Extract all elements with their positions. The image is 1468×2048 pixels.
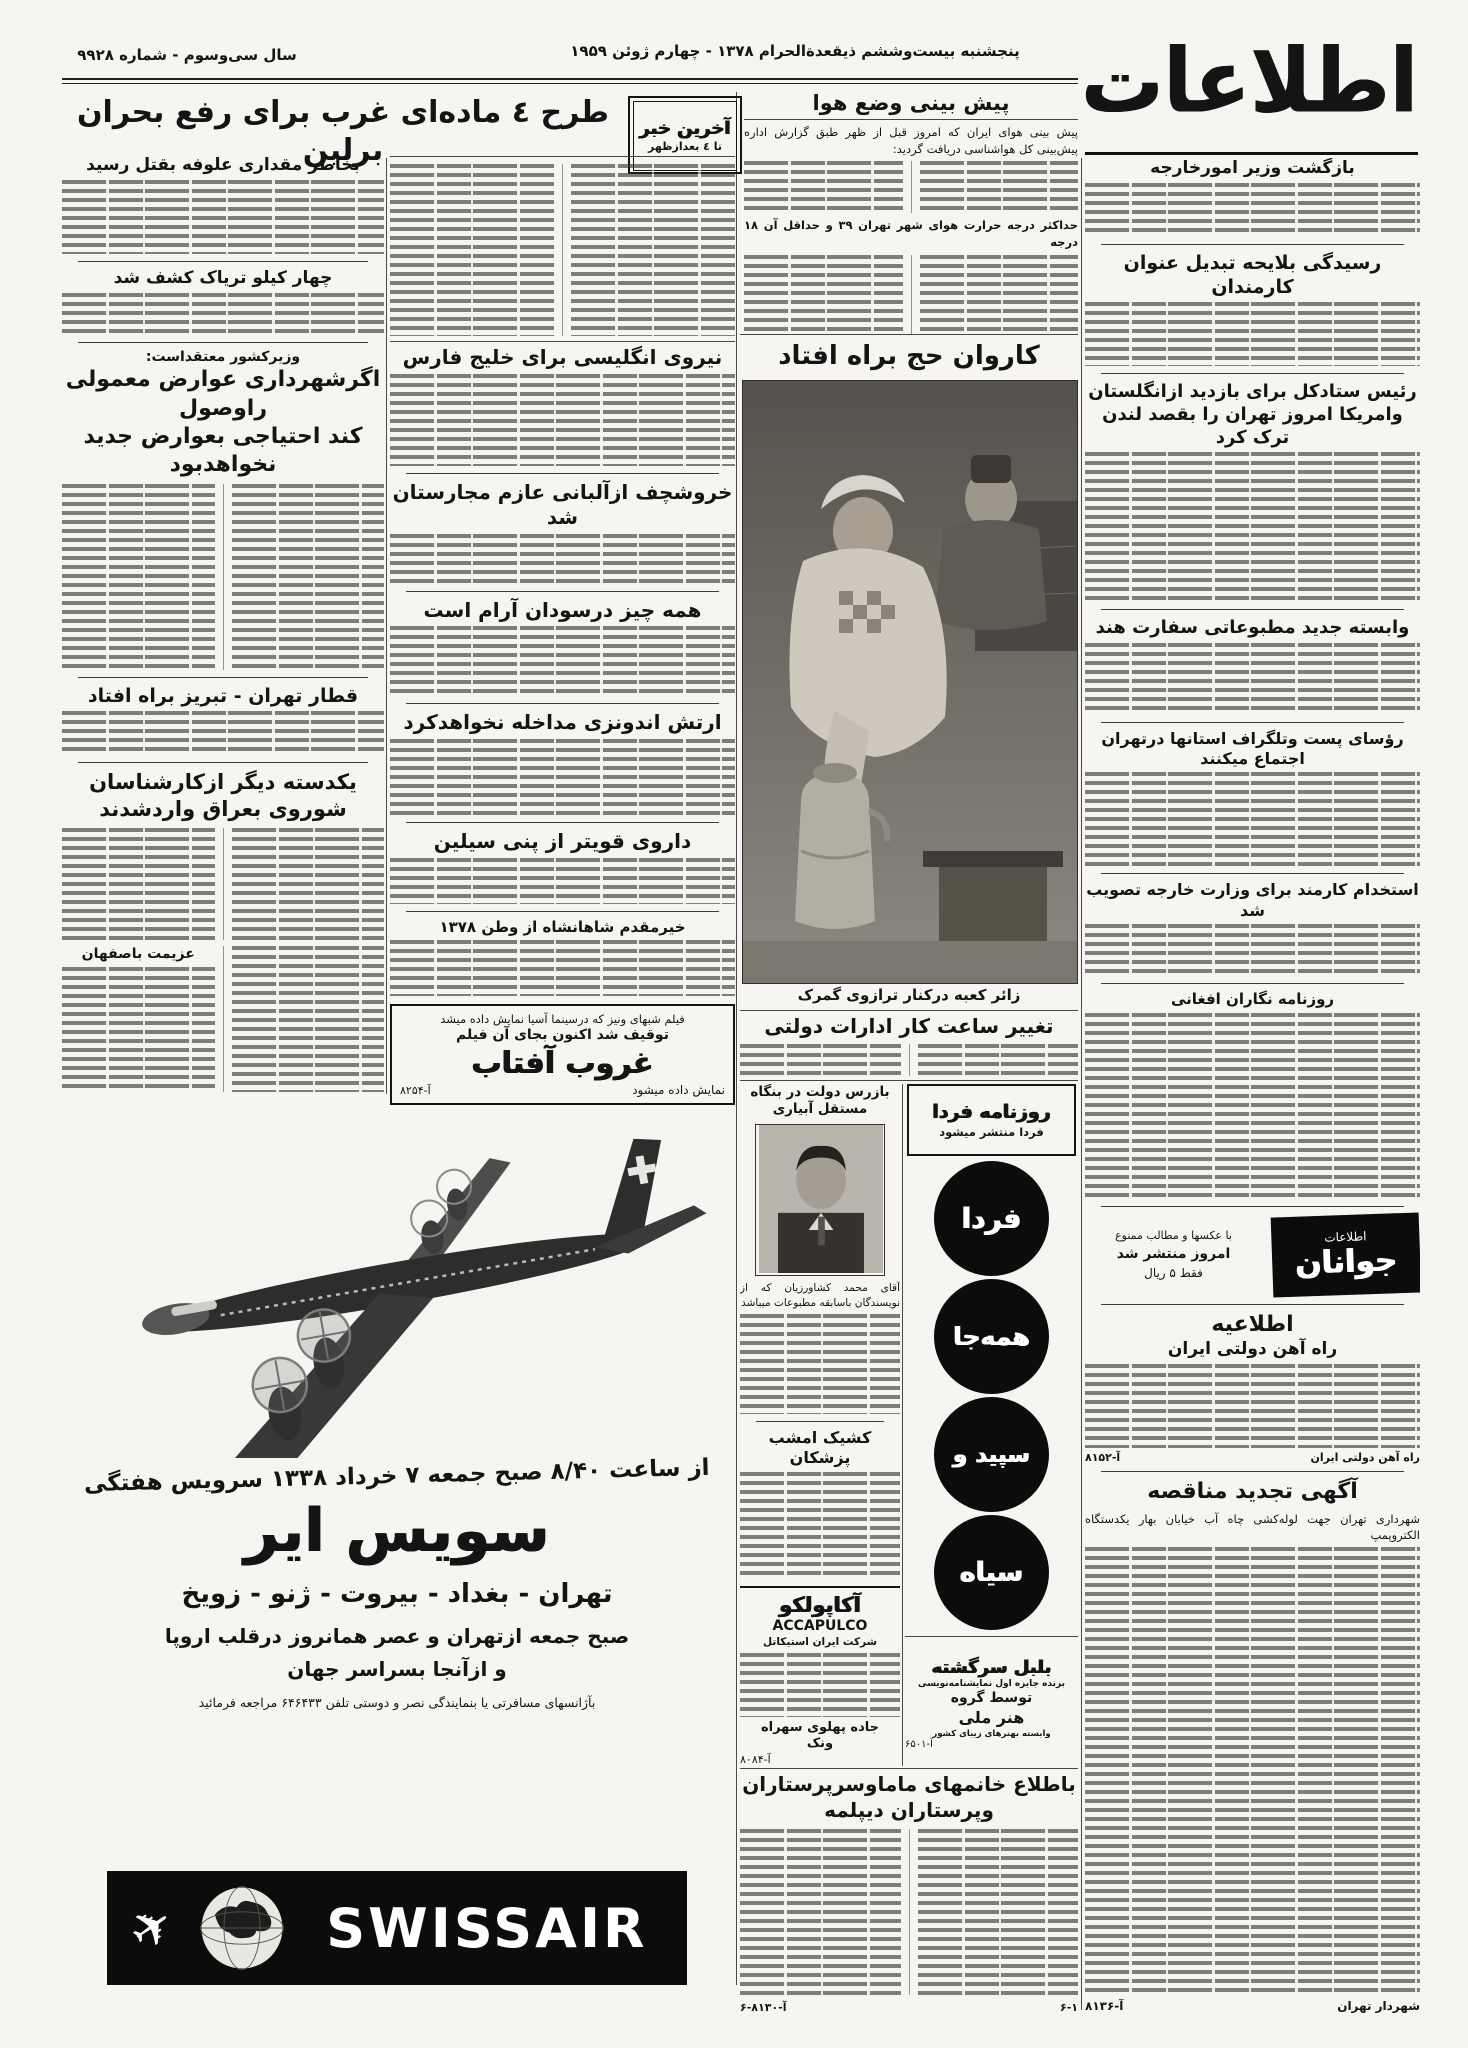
- article-divider: [406, 591, 719, 592]
- bolbol-ad-code: آ-۶۵۰۱: [905, 1739, 933, 1751]
- article-body-text: [232, 828, 385, 940]
- article-body-text: [740, 1314, 900, 1414]
- berlin-article-body: [390, 164, 735, 336]
- isfahan-subcolumn: [62, 946, 215, 1092]
- swissair-route-line: تهران - بغداد - بیروت - ژنو - زویخ: [181, 1579, 613, 1610]
- swissair-ad: [62, 1098, 732, 1985]
- midwives-headline-1: باطلاع خانمهای ماماوسرپرستاران: [742, 1772, 1076, 1796]
- film-ad-line-1: فیلم شبهای ونیز که درسینما آسیا نمایش داده میشد: [440, 1011, 685, 1026]
- office-hours-body: [740, 1044, 1078, 1076]
- municipal-tolls-headline-2: کند احتیاجی بعوارض جدید نخواهدبود: [83, 423, 363, 477]
- bolbol-group-name: هنر ملی: [958, 1708, 1025, 1728]
- acapulco-address-2: ونک: [806, 1736, 834, 1752]
- weather-headline: پیش بینی وضع هوا: [744, 90, 1078, 120]
- tender-footer: [1085, 1999, 1420, 2013]
- javanan-side-line-1: با عکسها و مطالب ممنوع: [1115, 1229, 1232, 1243]
- column-bottom-row: [62, 946, 384, 1092]
- article-body-text: [1085, 183, 1420, 237]
- javanan-promo-row: [1085, 1213, 1420, 1297]
- municipal-tolls-headline-1: اگرشهرداری عوارض معمولی راوصول: [65, 367, 381, 421]
- latest-news-title: آخرین خبر: [639, 118, 731, 140]
- doctors-on-call-headline: کشیک امشب پزشکان: [768, 1427, 872, 1468]
- chief-of-staff-headline: رئیس ستادکل برای بازدید ازانگلستان وامریکا امروز تهران را بقصد لندن ترک کرد: [1088, 381, 1417, 449]
- swissair-slogan-line-1: صبح جمعه ازتهران و عصر همانروز درقلب اروپا: [164, 1623, 630, 1648]
- bolbol-prize-line: برنده جایزه اول نمایشنامه‌نویسی: [918, 1678, 1065, 1689]
- article-body-text: [62, 828, 215, 940]
- hajj-pilgrim-photo: [742, 380, 1078, 984]
- section-rule: [740, 334, 1078, 335]
- keshavarzian-lead: آقای محمد کشاورزیان که از نویسندگان باسابقه مطبوعات میباشد: [740, 1281, 900, 1309]
- article-body-text: [232, 946, 385, 1092]
- soviet-experts-headline-1: یکدسته دیگر ازکارشناسان: [89, 770, 357, 795]
- swissair-agency-line: بآژانسهای مسافرتی یا بنمایندگی نصر و دوستی تلفن ۶۴۶۴۳۳ مراجعه فرمائید: [198, 1694, 596, 1710]
- latest-news-box: [628, 96, 742, 174]
- keshavarzian-portrait-photo: [755, 1124, 885, 1276]
- article-body-text: [390, 164, 554, 336]
- bolbol-affiliation-line: وابسته بهنرهای زیبای کشور: [932, 1728, 1051, 1739]
- javanan-brand-small: اطلاعات: [1324, 1228, 1367, 1245]
- acapulco-latin-title: ACCAPULCO: [772, 1618, 868, 1635]
- swissair-slogan-line-2: و ازآنجا بسراسر جهان: [287, 1657, 507, 1682]
- swissair-airplane-illustration: [77, 1098, 717, 1458]
- article-divider: [756, 1421, 884, 1422]
- article-body-text: [920, 161, 1079, 213]
- photo-illustration: [743, 381, 1077, 983]
- train-headline: قطار تهران - تبریز براه افتاد: [87, 684, 359, 707]
- inspector-headline-1: بازرس دولت در بنگاه: [750, 1084, 890, 1100]
- weather-body: [744, 161, 1078, 213]
- railway-notice-code: آ-۸۱۵۲: [1085, 1451, 1121, 1465]
- foreign-ministry-hiring-headline: استخدام کارمند برای وزارت خارجه تصویب شد: [1086, 880, 1419, 920]
- film-title: غروب آفتاب: [471, 1045, 654, 1081]
- tomorrow-box-title: روزنامه فردا: [932, 1101, 1051, 1124]
- office-hours-headline: تغییر ساعت کار ادارات دولتی: [764, 1014, 1054, 1038]
- bolbol-group-line: توسط گروه: [950, 1690, 1033, 1707]
- tolls-article-body: [62, 484, 384, 670]
- sunset-film-ad: [390, 1004, 735, 1105]
- subcolumn-rule: [223, 484, 224, 670]
- article-body-text: [1085, 643, 1420, 715]
- midwives-headline-2: وپرستاران دیپلمه: [824, 1797, 994, 1822]
- tender-signature: شهردار تهران: [1337, 1999, 1420, 2013]
- fodder-murder-headline: بخاطر مقداری علوفه بقتل رسید: [86, 155, 360, 175]
- khrushchev-headline: خروشچف ازآلبانی عازم مجارستان شد: [392, 479, 733, 530]
- column-rule: [386, 158, 387, 1094]
- promo-circle-farda: فردا: [934, 1161, 1049, 1276]
- railway-notice-footer: [1085, 1451, 1420, 1464]
- javanan-side-line-2: امروز منتشر شد: [1116, 1246, 1231, 1263]
- acapulco-company-line: شرکت ایران استیکاتل: [763, 1636, 877, 1649]
- soviet-article-body: [62, 828, 384, 940]
- article-divider: [1101, 609, 1404, 610]
- swissair-banner: [107, 1871, 687, 1985]
- article-body-text: [918, 1829, 1079, 1995]
- tender-body-text: [1085, 1547, 1420, 1995]
- subcolumn-rule: [909, 1044, 910, 1076]
- soviet-experts-headline-2: شوروی بعراق واردشدند: [99, 797, 347, 822]
- latest-news-subtitle: تا ٤ بعدازظهر: [648, 140, 722, 154]
- swissair-plane-icon: ✈: [118, 1892, 186, 1964]
- india-press-attache-headline: وابسته جدید مطبوعاتی سفارت هند: [1095, 617, 1410, 639]
- column-rule: [736, 92, 737, 1985]
- center-news-column: [390, 345, 735, 1105]
- article-body-text: [390, 858, 735, 904]
- article-divider: [406, 822, 719, 823]
- notice-footer-code: ۶-۱: [1060, 2001, 1078, 2014]
- article-body-text: [62, 967, 215, 1092]
- subcolumn-rule: [911, 255, 912, 334]
- article-divider: [406, 473, 719, 474]
- article-divider: [78, 762, 368, 763]
- article-body-text: [390, 940, 735, 996]
- article-body-text: [571, 164, 735, 336]
- article-divider: [1101, 873, 1404, 874]
- article-body-text: [744, 255, 903, 334]
- article-body-text: [390, 534, 735, 584]
- article-body-text: [62, 484, 215, 670]
- hajj-caravan-headline: کاروان حج براه افتاد: [778, 341, 1040, 371]
- article-body-text: [232, 484, 385, 670]
- acapulco-title: آکاپولکو: [779, 1592, 861, 1617]
- article-body-text: [62, 711, 384, 755]
- film-ad-footer: [400, 1083, 725, 1097]
- article-body-text: [740, 1472, 900, 1580]
- tender-lead: شهرداری تهران جهت لوله‌کشی چاه آب خیابان بهار یکدستگاه الکتروپمپ: [1085, 1511, 1420, 1543]
- article-divider: [1101, 244, 1404, 245]
- afghan-journalists-headline: روزنامه نگاران افغانی: [1170, 990, 1335, 1009]
- article-body-text: [1085, 302, 1420, 366]
- swissair-brand-farsi: سویس ایر: [244, 1496, 550, 1567]
- weather-lead: پیش بینی هوای ایران که امروز قبل از ظهر طبق گزارش اداره پیش‌بینی کل هواشناسی دریافت گردید:: [744, 124, 1078, 156]
- acapulco-ad: [740, 1586, 900, 1766]
- header-rule-thin: [62, 83, 1078, 84]
- portrait-illustration: [758, 1125, 884, 1273]
- promo-circle-hamehja: همه‌جا: [934, 1279, 1049, 1394]
- subcolumn-rule: [223, 946, 224, 1092]
- railway-notice-kicker: اطلاعیه: [1211, 1311, 1294, 1337]
- interior-minister-kicker: وزیرکشور معتقداست:: [145, 348, 301, 365]
- article-divider: [78, 342, 368, 343]
- article-divider: [406, 911, 719, 912]
- railway-notice-signature: راه آهن دولتی ایران: [1310, 1451, 1420, 1465]
- subcolumn-rule: [562, 164, 563, 336]
- notice-ad-code: آ-۸۱۳۰-۶: [740, 2001, 787, 2014]
- midwives-notice: [740, 1772, 1078, 2014]
- article-body-text: [740, 1829, 901, 1995]
- issue-number-line: سال سی‌وسوم - شماره ۹۹۲۸: [77, 46, 297, 64]
- article-divider: [1101, 1471, 1404, 1472]
- article-body-text: [740, 1044, 901, 1076]
- article-body-text: [744, 161, 903, 213]
- bolbol-title: بلبل سرگشته: [931, 1656, 1052, 1678]
- promo-circle-siah: سیاه: [934, 1515, 1049, 1630]
- subcolumn-rule: [223, 828, 224, 940]
- javanan-side-text: [1085, 1229, 1262, 1280]
- article-divider: [1101, 722, 1404, 723]
- inspector-column: [740, 1084, 900, 1766]
- swissair-schedule-line: از ساعت ۸/۴۰ صبح جمعه ۷ خرداد ۱۳۳۸ سرویس هفتگی: [83, 1454, 711, 1498]
- sudan-calm-headline: همه چیز درسودان آرام است: [423, 597, 702, 622]
- film-ad-line-3: نمایش داده میشود: [632, 1083, 725, 1097]
- article-body-text: [390, 739, 735, 815]
- swissair-brand-latin: SWISSAIR: [326, 1896, 648, 1960]
- article-divider: [1101, 983, 1404, 984]
- civil-servants-bill-headline: رسیدگی بلایحه تبدیل عنوان کارمندان: [1123, 251, 1382, 299]
- newspaper-masthead: اطلاعات: [1081, 30, 1418, 133]
- subcolumn-rule: [911, 161, 912, 213]
- header-rule: [62, 78, 1078, 80]
- masthead-underline: [1085, 152, 1418, 155]
- article-divider: [78, 261, 368, 262]
- promo-circle-sepid: سپید و: [934, 1397, 1049, 1512]
- isfahan-departure-headline: عزیمت باصفهان: [81, 946, 195, 962]
- railway-notice-title: راه آهن دولتی ایران: [1167, 1338, 1338, 1359]
- article-body-text: [1085, 924, 1420, 976]
- ad-body-text: [740, 1653, 900, 1717]
- left-news-column: [62, 155, 384, 1092]
- column-rule: [902, 1084, 903, 1766]
- tomorrow-newspaper-box: [907, 1084, 1076, 1156]
- article-body-text: [390, 374, 735, 466]
- post-telegraph-chiefs-headline: رؤسای پست وتلگراف استانها درتهران اجتماع میکنند: [1101, 728, 1404, 768]
- midwives-body: [740, 1829, 1078, 1995]
- film-ad-code: آ-۸۲۵۴: [400, 1083, 431, 1097]
- subcolumn-rule: [909, 1829, 910, 1995]
- weather-article: [744, 90, 1078, 334]
- section-rule: [390, 156, 735, 157]
- article-body-text: [1085, 772, 1420, 866]
- section-rule: [390, 341, 735, 342]
- article-divider: [406, 703, 719, 704]
- midwives-footer: [740, 2001, 1078, 2014]
- javanan-side-line-3: فقط ۵ ریال: [1144, 1266, 1203, 1281]
- article-divider: [1101, 1206, 1404, 1207]
- tomorrow-box-subtitle: فردا منتشر میشود: [939, 1124, 1044, 1139]
- notice-body-text: [1085, 1364, 1420, 1448]
- indonesia-army-headline: ارتش اندونزی مداخله نخواهدکرد: [403, 710, 722, 735]
- javanan-badge: [1271, 1212, 1420, 1297]
- javanan-brand-big: جوانان: [1294, 1241, 1398, 1282]
- acapulco-address-1: جاده پهلوی سهراه: [760, 1719, 880, 1735]
- article-body-text: [390, 626, 735, 696]
- section-rule: [740, 1010, 1078, 1011]
- article-body-text: [62, 180, 384, 254]
- article-divider: [1101, 373, 1404, 374]
- article-divider: [78, 677, 368, 678]
- column-rule: [1081, 158, 1082, 2010]
- bolbol-theatre-ad: [905, 1636, 1078, 1766]
- shah-welcome-headline: خیرمقدم شاهانشاه از وطن ۱۳۷۸: [439, 917, 686, 936]
- foreign-minister-return-headline: بازگشت وزیر امورخارجه: [1150, 158, 1355, 178]
- berlin-crisis-headline: طرح ٤ ماده‌ای غرب برای رفع بحران برلین: [76, 95, 610, 169]
- section-rule: [740, 1768, 1078, 1769]
- weather-temperature-line: حداکثر درجه حرارت هوای شهر تهران ۳۹ و حداقل آن ۱۸ درجه: [744, 218, 1078, 249]
- weather-body-2: [744, 255, 1078, 334]
- film-ad-line-2: توقیف شد اکنون بجای آن فیلم: [456, 1026, 669, 1043]
- inspector-headline-2: مستقل آبیاری: [772, 1101, 868, 1118]
- acapulco-ad-code: آ-۸۰۸۴: [740, 1753, 771, 1766]
- tender-code: آ-۸۱۳۶: [1085, 1999, 1124, 2013]
- right-news-column: [1085, 158, 1420, 2013]
- article-body-text: [1085, 452, 1420, 602]
- article-body-text: [62, 293, 384, 335]
- article-body-text: [918, 1044, 1079, 1076]
- penicillin-drug-headline: داروی قویتر از پنی سیلین: [433, 829, 692, 854]
- globe-icon: [197, 1883, 287, 1973]
- tender-notice-title: آگهی تجدید مناقصه: [1147, 1479, 1358, 1505]
- article-divider: [1101, 1304, 1404, 1305]
- photo-caption: زائر کعبه درکنار ترازوی گمرک: [797, 986, 1021, 1004]
- section-rule: [740, 1080, 1078, 1081]
- date-line: پنجشنبه بیست‌وششم ذیقعدةالحرام ۱۳۷۸ - چهارم ژوئن ۱۹۵۹: [570, 42, 1020, 60]
- opium-seizure-headline: چهار کیلو تریاک کشف شد: [113, 267, 333, 288]
- article-body-text: [920, 255, 1079, 334]
- article-body-text: [1085, 1013, 1420, 1199]
- british-force-headline: نیروی انگلیسی برای خلیج فارس: [402, 345, 723, 369]
- promo-column: [905, 1084, 1078, 1766]
